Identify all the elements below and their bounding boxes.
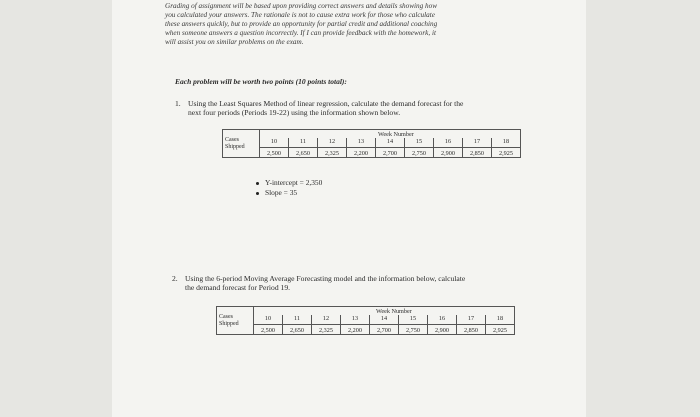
week-cell: 11 — [283, 315, 312, 325]
table-header: Week Number — [260, 130, 521, 139]
value-cell: 2,500 — [260, 148, 289, 158]
value-cell: 2,850 — [463, 148, 492, 158]
grading-note-line: when someone answers a question incorrectly. If I can provide feedback with the homework, it — [165, 28, 436, 37]
week-cell: 12 — [312, 315, 341, 325]
week-cell: 15 — [399, 315, 428, 325]
week-cell: 16 — [434, 138, 463, 148]
week-table-2 — [216, 306, 515, 335]
value-cell: 2,200 — [347, 148, 376, 158]
value-cell: 2,900 — [428, 325, 457, 335]
document-page — [112, 0, 586, 417]
value-row — [223, 148, 521, 158]
value-cell: 2,900 — [434, 148, 463, 158]
week-cell: 14 — [370, 315, 399, 325]
value-cell: 2,925 — [486, 325, 515, 335]
week-cell: 18 — [492, 138, 521, 148]
week-cell: 17 — [457, 315, 486, 325]
problem-line: next four periods (Periods 19-22) using the information shown below. — [188, 108, 401, 117]
week-cell: 18 — [486, 315, 515, 325]
row-label: Cases Shipped — [223, 130, 260, 158]
problem-text — [188, 99, 463, 117]
bullet-item: Slope = 35 — [256, 188, 322, 198]
problem-number: 2. — [172, 274, 178, 283]
week-table-1 — [222, 129, 521, 158]
value-row — [217, 325, 515, 335]
week-cell: 10 — [254, 315, 283, 325]
week-row — [217, 315, 515, 325]
problem-line: Using the Least Squares Method of linear regression, calculate the demand forecast for the — [188, 99, 464, 108]
week-cell: 10 — [260, 138, 289, 148]
week-cell: 13 — [347, 138, 376, 148]
points-heading: Each problem will be worth two points (10 points total): — [175, 77, 347, 86]
grading-note-line: these answers quickly, but to provide an opportunity for partial credit and additional coaching — [165, 19, 438, 28]
given-values — [256, 178, 322, 198]
problem-text — [185, 274, 465, 292]
value-cell: 2,700 — [376, 148, 405, 158]
grading-note-line: you calculated your answers. The rationale is not to cause extra work for those who calculate — [165, 10, 435, 19]
table-header: Week Number — [254, 307, 515, 316]
value-cell: 2,325 — [312, 325, 341, 335]
value-cell: 2,925 — [492, 148, 521, 158]
problem-number: 1. — [175, 99, 181, 108]
bullet-icon — [256, 192, 259, 195]
problem-line: Using the 6-period Moving Average Forecasting model and the information below, calculate — [185, 274, 466, 283]
grading-note-line: Grading of assignment will be based upon providing correct answers and details showing how — [165, 2, 437, 10]
value-cell: 2,650 — [289, 148, 318, 158]
week-cell: 12 — [318, 138, 347, 148]
value-cell: 2,750 — [405, 148, 434, 158]
week-cell: 11 — [289, 138, 318, 148]
value-cell: 2,650 — [283, 325, 312, 335]
week-cell: 13 — [341, 315, 370, 325]
value-cell: 2,500 — [254, 325, 283, 335]
row-label: Cases Shipped — [217, 307, 254, 335]
problem-line: the demand forecast for Period 19. — [185, 283, 291, 292]
value-cell: 2,700 — [370, 325, 399, 335]
value-cell: 2,750 — [399, 325, 428, 335]
week-cell: 14 — [376, 138, 405, 148]
week-cell: 15 — [405, 138, 434, 148]
grading-note-line: will assist you on similar problems on the exam. — [165, 37, 304, 46]
week-cell: 17 — [463, 138, 492, 148]
week-row — [223, 138, 521, 148]
value-cell: 2,850 — [457, 325, 486, 335]
week-cell: 16 — [428, 315, 457, 325]
value-cell: 2,325 — [318, 148, 347, 158]
bullet-item: Y-intercept = 2,350 — [256, 178, 322, 188]
value-cell: 2,200 — [341, 325, 370, 335]
bullet-icon — [256, 182, 259, 185]
grading-note — [165, 2, 525, 47]
